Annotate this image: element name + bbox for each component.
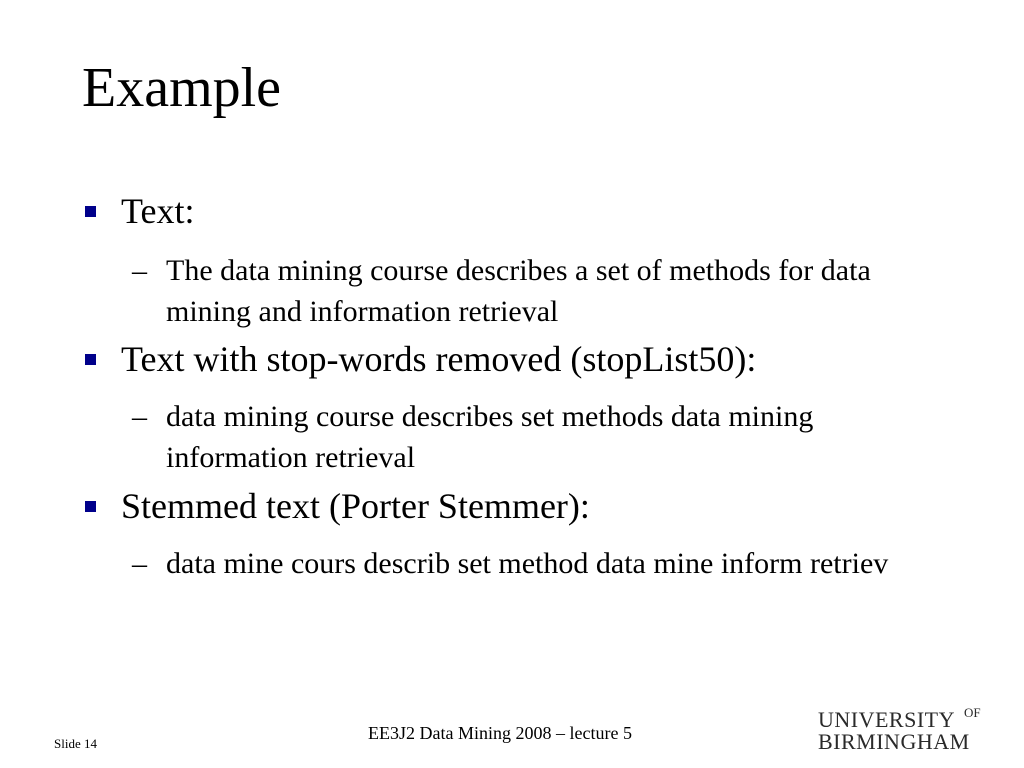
dash-bullet-icon: – (132, 254, 147, 287)
logo-birmingham-text: BIRMINGHAM (818, 729, 970, 754)
footer-course-title: EE3J2 Data Mining 2008 – lecture 5 (368, 723, 632, 743)
sub-bullet-text: data mine cours describ set method data mine inform retriev (166, 547, 889, 580)
sub-bullet-text: The data mining course describes a set of methods for data mining and information retrieval (166, 254, 871, 328)
sub-bullet-text: data mining course describes set methods data mining information retrieval (166, 400, 814, 474)
slide-number: Slide 14 (54, 736, 97, 751)
bullet-text: Text: (121, 191, 195, 231)
logo-of-text: OF (964, 705, 981, 720)
logo-university-text: UNIVERSITY (818, 707, 955, 732)
square-bullet-icon (85, 206, 96, 217)
university-logo (818, 705, 993, 756)
square-bullet-icon (85, 501, 96, 512)
bullet-text: Stemmed text (Porter Stemmer): (121, 486, 590, 526)
bullet-text: Text with stop-words removed (stopList50): (121, 339, 757, 379)
square-bullet-icon (85, 354, 96, 365)
slide-title: Example (82, 57, 282, 119)
dash-bullet-icon: – (132, 547, 147, 580)
dash-bullet-icon: – (132, 400, 147, 433)
